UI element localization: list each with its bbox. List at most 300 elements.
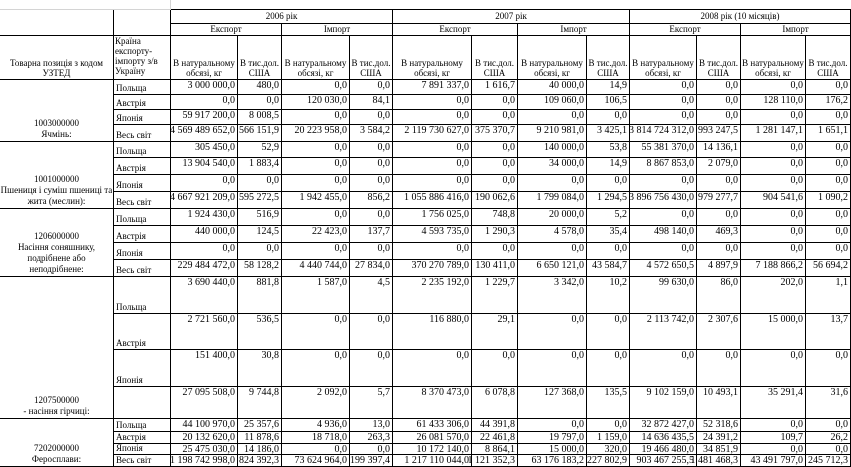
value-cell: 1 756 025,0 bbox=[393, 209, 472, 226]
value-cell: 0,0 bbox=[282, 314, 350, 350]
value-cell: 52,9 bbox=[238, 142, 282, 158]
country-cell: Весь світ bbox=[114, 125, 171, 142]
value-cell: 0,0 bbox=[630, 209, 697, 226]
value-cell: 1 883,4 bbox=[238, 158, 282, 175]
value-cell: 0,0 bbox=[806, 419, 851, 432]
value-cell: 5,2 bbox=[587, 209, 630, 226]
value-cell: 7 188 866,2 bbox=[741, 260, 806, 277]
value-cell: 5,7 bbox=[350, 387, 393, 419]
value-cell: 370 270 789,0 bbox=[393, 260, 472, 277]
value-cell: 19 466 480,0 bbox=[630, 444, 697, 455]
value-cell: 1 616,7 bbox=[472, 80, 518, 95]
value-cell: 0,0 bbox=[518, 175, 587, 192]
value-cell: 43 584,7 bbox=[587, 260, 630, 277]
value-cell: 61 433 306,0 bbox=[393, 419, 472, 432]
value-cell: 35 291,4 bbox=[741, 387, 806, 419]
value-cell: 73 624 964,0 bbox=[282, 455, 350, 467]
value-cell: 0,0 bbox=[350, 142, 393, 158]
value-cell: 0,0 bbox=[630, 80, 697, 95]
value-cell: 31,6 bbox=[806, 387, 851, 419]
value-cell: 0,0 bbox=[472, 158, 518, 175]
value-cell: 0,0 bbox=[472, 110, 518, 125]
value-cell: 0,0 bbox=[472, 350, 518, 387]
value-cell: 0,0 bbox=[393, 142, 472, 158]
value-cell: 0,0 bbox=[741, 80, 806, 95]
value-cell: 1 799 084,0 bbox=[518, 192, 587, 209]
country-cell: Австрія bbox=[114, 314, 171, 350]
value-cell: 904 541,6 bbox=[741, 192, 806, 209]
value-cell: 63 176 183,2 bbox=[518, 455, 587, 467]
value-cell: 0,0 bbox=[587, 175, 630, 192]
value-cell: 516,9 bbox=[238, 209, 282, 226]
value-cell: 13,7 bbox=[806, 314, 851, 350]
value-cell: 30,8 bbox=[238, 350, 282, 387]
value-cell: 0,0 bbox=[518, 350, 587, 387]
value-cell: 3 000 000,0 bbox=[171, 80, 238, 95]
product-code: 1003000000 bbox=[34, 118, 79, 128]
value-cell: 227 802,9 bbox=[587, 455, 630, 467]
value-cell: 4 440 744,0 bbox=[282, 260, 350, 277]
value-cell: 1 587,0 bbox=[282, 277, 350, 314]
value-cell: 124,5 bbox=[238, 226, 282, 243]
year-header: 2007 рік bbox=[393, 10, 630, 24]
country-cell: Польща bbox=[114, 209, 171, 226]
product-name: Пшениця і суміш пшениці та жита (меслин): bbox=[0, 185, 113, 206]
value-cell: 1 481 468,3 bbox=[697, 455, 741, 467]
value-cell: 263,3 bbox=[350, 432, 393, 444]
value-cell: 202,0 bbox=[741, 277, 806, 314]
value-cell: 13 904 540,0 bbox=[171, 158, 238, 175]
country-cell: Японія bbox=[114, 444, 171, 455]
flow-header: Експорт bbox=[630, 24, 741, 36]
value-cell: 0,0 bbox=[697, 95, 741, 110]
value-cell: 0,0 bbox=[806, 350, 851, 387]
value-cell: 0,0 bbox=[741, 110, 806, 125]
value-cell: 14,9 bbox=[587, 80, 630, 95]
value-cell: 27 834,0 bbox=[350, 260, 393, 277]
value-cell: 56 694,2 bbox=[806, 260, 851, 277]
value-cell: 8 008,5 bbox=[238, 110, 282, 125]
value-cell: 0,0 bbox=[806, 226, 851, 243]
country-column-header: Країна експорту-імпорту з/в Україну bbox=[114, 36, 171, 80]
product-cell bbox=[0, 277, 114, 419]
country-cell: Польща bbox=[114, 419, 171, 432]
country-cell: Польща bbox=[114, 142, 171, 158]
value-cell: 0,0 bbox=[741, 226, 806, 243]
value-cell: 0,0 bbox=[282, 142, 350, 158]
value-cell: 25 475 030,0 bbox=[171, 444, 238, 455]
value-cell: 86,0 bbox=[697, 277, 741, 314]
value-cell: 9 210 981,0 bbox=[518, 125, 587, 142]
value-cell: 0,0 bbox=[238, 175, 282, 192]
value-cell: 0,0 bbox=[350, 243, 393, 260]
value-cell: 20 223 958,0 bbox=[282, 125, 350, 142]
value-cell: 58 128,2 bbox=[238, 260, 282, 277]
value-cell: 8 867 853,0 bbox=[630, 158, 697, 175]
value-cell: 0,0 bbox=[282, 175, 350, 192]
value-cell: 566 151,9 bbox=[238, 125, 282, 142]
country-cell: Австрія bbox=[114, 432, 171, 444]
unit-header: В тис.дол. США bbox=[806, 36, 851, 80]
value-cell: 29,1 bbox=[472, 314, 518, 350]
value-cell: 3 896 756 430,0 bbox=[630, 192, 697, 209]
value-cell: 0,0 bbox=[587, 110, 630, 125]
value-cell: 0,0 bbox=[350, 110, 393, 125]
value-cell: 22 461,8 bbox=[472, 432, 518, 444]
value-cell: 0,0 bbox=[806, 158, 851, 175]
value-cell: 18 718,0 bbox=[282, 432, 350, 444]
country-cell: Австрія bbox=[114, 158, 171, 175]
value-cell: 32 872 427,0 bbox=[630, 419, 697, 432]
flow-header: Імпорт bbox=[518, 24, 630, 36]
value-cell: 305 450,0 bbox=[171, 142, 238, 158]
value-cell: 0,0 bbox=[630, 350, 697, 387]
value-cell: 0,0 bbox=[518, 243, 587, 260]
value-cell: 993 247,5 bbox=[697, 125, 741, 142]
value-cell: 881,8 bbox=[238, 277, 282, 314]
value-cell: 15 000,0 bbox=[741, 314, 806, 350]
value-cell: 0,0 bbox=[806, 175, 851, 192]
unit-header: В тис.дол. США bbox=[238, 36, 282, 80]
value-cell: 0,0 bbox=[472, 175, 518, 192]
value-cell: 1 217 110 044,0 bbox=[393, 455, 472, 467]
value-cell: 3 342,0 bbox=[518, 277, 587, 314]
product-code: 7202000000 bbox=[34, 443, 79, 453]
value-cell: 0,0 bbox=[171, 95, 238, 110]
value-cell: 536,5 bbox=[238, 314, 282, 350]
value-cell: 2 113 742,0 bbox=[630, 314, 697, 350]
value-cell: 137,7 bbox=[350, 226, 393, 243]
value-cell: 0,0 bbox=[630, 95, 697, 110]
value-cell: 116 880,0 bbox=[393, 314, 472, 350]
value-cell: 1 294,5 bbox=[587, 192, 630, 209]
value-cell: 4 572 650,5 bbox=[630, 260, 697, 277]
value-cell: 0,0 bbox=[350, 314, 393, 350]
value-cell: 498 140,0 bbox=[630, 226, 697, 243]
value-cell: 0,0 bbox=[350, 350, 393, 387]
table-top-border bbox=[171, 9, 851, 10]
value-cell: 19 797,0 bbox=[518, 432, 587, 444]
value-cell: 0,0 bbox=[806, 243, 851, 260]
value-cell: 0,0 bbox=[518, 110, 587, 125]
country-cell: Австрія bbox=[114, 226, 171, 243]
country-cell: Весь світ bbox=[114, 455, 171, 467]
value-cell: 106,5 bbox=[587, 95, 630, 110]
flow-header: Імпорт bbox=[741, 24, 851, 36]
value-cell: 2 079,0 bbox=[697, 158, 741, 175]
value-cell: 6 078,8 bbox=[472, 387, 518, 419]
value-cell: 1 121 352,3 bbox=[472, 455, 518, 467]
value-cell: 0,0 bbox=[587, 314, 630, 350]
value-cell: 0,0 bbox=[393, 243, 472, 260]
value-cell: 0,0 bbox=[806, 444, 851, 455]
value-cell: 0,0 bbox=[282, 158, 350, 175]
value-cell: 0,0 bbox=[393, 158, 472, 175]
value-cell: 9 102 159,0 bbox=[630, 387, 697, 419]
value-cell: 27 095 508,0 bbox=[171, 387, 238, 419]
product-cell bbox=[0, 80, 114, 142]
country-cell: Японія bbox=[114, 243, 171, 260]
value-cell: 1 942 455,0 bbox=[282, 192, 350, 209]
product-code: 1001000000 bbox=[34, 174, 79, 184]
country-cell: Японія bbox=[114, 110, 171, 125]
value-cell: 0,0 bbox=[282, 209, 350, 226]
value-cell: 14 636 435,5 bbox=[630, 432, 697, 444]
value-cell: 0,0 bbox=[630, 110, 697, 125]
value-cell: 8 864,1 bbox=[472, 444, 518, 455]
product-cell bbox=[0, 419, 114, 467]
value-cell: 1 229,7 bbox=[472, 277, 518, 314]
value-cell: 0,0 bbox=[350, 444, 393, 455]
value-cell: 0,0 bbox=[393, 175, 472, 192]
value-cell: 320,0 bbox=[587, 444, 630, 455]
value-cell: 151 400,0 bbox=[171, 350, 238, 387]
value-cell: 0,0 bbox=[741, 350, 806, 387]
value-cell: 0,0 bbox=[587, 350, 630, 387]
unit-header: В тис.дол. США bbox=[697, 36, 741, 80]
value-cell: 0,0 bbox=[171, 243, 238, 260]
value-cell: 176,2 bbox=[806, 95, 851, 110]
value-cell: 55 381 370,0 bbox=[630, 142, 697, 158]
value-cell: 0,0 bbox=[806, 80, 851, 95]
value-cell: 0,0 bbox=[393, 350, 472, 387]
product-name: Ячмінь: bbox=[41, 129, 72, 139]
value-cell: 135,5 bbox=[587, 387, 630, 419]
value-cell: 440 000,0 bbox=[171, 226, 238, 243]
value-cell: 52 318,6 bbox=[697, 419, 741, 432]
value-cell: 0,0 bbox=[697, 209, 741, 226]
value-cell: 0,0 bbox=[697, 110, 741, 125]
value-cell: 0,0 bbox=[741, 243, 806, 260]
value-cell: 0,0 bbox=[282, 80, 350, 95]
value-cell: 14 186,0 bbox=[238, 444, 282, 455]
value-cell: 0,0 bbox=[697, 243, 741, 260]
flow-header: Експорт bbox=[393, 24, 518, 36]
value-cell: 0,0 bbox=[238, 95, 282, 110]
value-cell: 0,0 bbox=[630, 175, 697, 192]
value-cell: 0,0 bbox=[587, 419, 630, 432]
flow-header: Експорт bbox=[171, 24, 282, 36]
value-cell: 0,0 bbox=[238, 243, 282, 260]
value-cell: 2 235 192,0 bbox=[393, 277, 472, 314]
value-cell: 0,0 bbox=[350, 80, 393, 95]
value-cell: 26 081 570,0 bbox=[393, 432, 472, 444]
value-cell: 0,0 bbox=[806, 142, 851, 158]
value-cell: 8 370 473,0 bbox=[393, 387, 472, 419]
flow-header: Імпорт bbox=[282, 24, 393, 36]
value-cell: 0,0 bbox=[741, 419, 806, 432]
country-header-spacer bbox=[114, 10, 171, 36]
country-cell bbox=[114, 387, 171, 419]
value-cell: 84,1 bbox=[350, 95, 393, 110]
value-cell: 14,9 bbox=[587, 158, 630, 175]
value-cell: 1 281 147,1 bbox=[741, 125, 806, 142]
year-header: 2008 рік (10 місяців) bbox=[630, 10, 851, 24]
value-cell: 1 055 886 416,0 bbox=[393, 192, 472, 209]
value-cell: 34 851,9 bbox=[697, 444, 741, 455]
product-cell bbox=[0, 209, 114, 277]
value-cell: 0,0 bbox=[282, 110, 350, 125]
value-cell: 1 290,3 bbox=[472, 226, 518, 243]
unit-header: В натуральному обсязі, кг bbox=[630, 36, 697, 80]
value-cell: 0,0 bbox=[741, 142, 806, 158]
value-cell: 0,0 bbox=[171, 175, 238, 192]
value-cell: 43 491 797,0 bbox=[741, 455, 806, 467]
value-cell: 0,0 bbox=[741, 444, 806, 455]
value-cell: 26,2 bbox=[806, 432, 851, 444]
value-cell: 0,0 bbox=[518, 419, 587, 432]
value-cell: 1 159,0 bbox=[587, 432, 630, 444]
country-cell: Японія bbox=[114, 175, 171, 192]
value-cell: 245 712,3 bbox=[806, 455, 851, 467]
value-cell: 13,0 bbox=[350, 419, 393, 432]
value-cell: 0,0 bbox=[806, 110, 851, 125]
value-cell: 11 878,6 bbox=[238, 432, 282, 444]
value-cell: 0,0 bbox=[393, 110, 472, 125]
value-cell: 22 423,0 bbox=[282, 226, 350, 243]
value-cell: 0,0 bbox=[472, 243, 518, 260]
value-cell: 4 578,0 bbox=[518, 226, 587, 243]
value-cell: 0,0 bbox=[630, 243, 697, 260]
value-cell: 7 891 337,0 bbox=[393, 80, 472, 95]
value-cell: 748,8 bbox=[472, 209, 518, 226]
value-cell: 0,0 bbox=[282, 243, 350, 260]
product-name: Феросплави: bbox=[31, 454, 82, 464]
product-name: - насіння гірчиці: bbox=[23, 406, 90, 416]
value-cell: 0,0 bbox=[697, 350, 741, 387]
value-cell: 10 172 140,0 bbox=[393, 444, 472, 455]
value-cell: 0,0 bbox=[806, 209, 851, 226]
value-cell: 4 593 735,0 bbox=[393, 226, 472, 243]
value-cell: 3 814 724 312,0 bbox=[630, 125, 697, 142]
value-cell: 0,0 bbox=[350, 175, 393, 192]
value-cell: 4 569 489 652,0 bbox=[171, 125, 238, 142]
value-cell: 0,0 bbox=[282, 444, 350, 455]
unit-header: В тис.дол. США bbox=[587, 36, 630, 80]
value-cell: 1 198 742 998,0 bbox=[171, 455, 238, 467]
value-cell: 44 100 970,0 bbox=[171, 419, 238, 432]
value-cell: 14 136,1 bbox=[697, 142, 741, 158]
value-cell: 0,0 bbox=[518, 314, 587, 350]
value-cell: 3 690 440,0 bbox=[171, 277, 238, 314]
value-cell: 0,0 bbox=[741, 158, 806, 175]
value-cell: 4 897,9 bbox=[697, 260, 741, 277]
value-cell: 10 493,1 bbox=[697, 387, 741, 419]
value-cell: 824 392,3 bbox=[238, 455, 282, 467]
value-cell: 1 651,1 bbox=[806, 125, 851, 142]
value-cell: 0,0 bbox=[741, 175, 806, 192]
value-cell: 59 917 200,0 bbox=[171, 110, 238, 125]
value-cell: 3 584,2 bbox=[350, 125, 393, 142]
product-code: 1206000000 bbox=[34, 231, 79, 241]
value-cell: 979 277,7 bbox=[697, 192, 741, 209]
value-cell: 15 000,0 bbox=[518, 444, 587, 455]
value-cell: 0,0 bbox=[472, 95, 518, 110]
value-cell: 0,0 bbox=[472, 142, 518, 158]
country-cell: Весь світ bbox=[114, 260, 171, 277]
value-cell: 375 370,7 bbox=[472, 125, 518, 142]
product-column-header: Товарна позиція з кодом УЗТЕД bbox=[0, 10, 114, 80]
unit-header: В натуральному обсязі, кг bbox=[282, 36, 350, 80]
value-cell: 109,7 bbox=[741, 432, 806, 444]
value-cell: 127 368,0 bbox=[518, 387, 587, 419]
value-cell: 190 062,6 bbox=[472, 192, 518, 209]
value-cell: 24 391,2 bbox=[697, 432, 741, 444]
product-code: 1207500000 bbox=[34, 395, 79, 405]
value-cell: 4 936,0 bbox=[282, 419, 350, 432]
value-cell: 2 307,6 bbox=[697, 314, 741, 350]
value-cell: 25 357,6 bbox=[238, 419, 282, 432]
value-cell: 1,1 bbox=[806, 277, 851, 314]
value-cell: 1 924 430,0 bbox=[171, 209, 238, 226]
value-cell: 0,0 bbox=[587, 243, 630, 260]
value-cell: 0,0 bbox=[393, 95, 472, 110]
value-cell: 903 467 255,5 bbox=[630, 455, 697, 467]
value-cell: 140 000,0 bbox=[518, 142, 587, 158]
value-cell: 0,0 bbox=[350, 209, 393, 226]
unit-header: В натуральному обсязі, кг bbox=[393, 36, 472, 80]
value-cell: 109 060,0 bbox=[518, 95, 587, 110]
unit-header: В тис.дол. США bbox=[472, 36, 518, 80]
value-cell: 856,2 bbox=[350, 192, 393, 209]
value-cell: 199 397,4 bbox=[350, 455, 393, 467]
value-cell: 0,0 bbox=[350, 158, 393, 175]
country-cell: Польща bbox=[114, 80, 171, 95]
value-cell: 2 721 560,0 bbox=[171, 314, 238, 350]
value-cell: 469,3 bbox=[697, 226, 741, 243]
value-cell: 4,5 bbox=[350, 277, 393, 314]
value-cell: 128 110,0 bbox=[741, 95, 806, 110]
value-cell: 1 090,2 bbox=[806, 192, 851, 209]
country-cell: Японія bbox=[114, 350, 171, 387]
value-cell: 53,8 bbox=[587, 142, 630, 158]
value-cell: 34 000,0 bbox=[518, 158, 587, 175]
value-cell: 2 092,0 bbox=[282, 387, 350, 419]
grid-cell bbox=[0, 0, 171, 10]
unit-header: В натуральному обсязі, кг bbox=[741, 36, 806, 80]
value-cell: 0,0 bbox=[697, 80, 741, 95]
unit-header: В натуральному обсязі, кг bbox=[171, 36, 238, 80]
value-cell: 10,2 bbox=[587, 277, 630, 314]
value-cell: 120 030,0 bbox=[282, 95, 350, 110]
value-cell: 3 425,1 bbox=[587, 125, 630, 142]
value-cell: 6 650 121,0 bbox=[518, 260, 587, 277]
year-header: 2006 рік bbox=[171, 10, 393, 24]
value-cell: 40 000,0 bbox=[518, 80, 587, 95]
value-cell: 4 667 921 209,0 bbox=[171, 192, 238, 209]
value-cell: 20 132 620,0 bbox=[171, 432, 238, 444]
table-left-top-border bbox=[0, 35, 171, 36]
value-cell: 0,0 bbox=[697, 175, 741, 192]
value-cell: 595 272,5 bbox=[238, 192, 282, 209]
value-cell: 480,0 bbox=[238, 80, 282, 95]
country-cell: Австрія bbox=[114, 95, 171, 110]
value-cell: 229 484 472,0 bbox=[171, 260, 238, 277]
value-cell: 44 391,8 bbox=[472, 419, 518, 432]
value-cell: 0,0 bbox=[282, 350, 350, 387]
unit-header: В натуральному обсязі, кг bbox=[518, 36, 587, 80]
country-cell: Польща bbox=[114, 277, 171, 314]
country-cell: Весь світ bbox=[114, 192, 171, 209]
value-cell: 130 411,0 bbox=[472, 260, 518, 277]
product-cell bbox=[0, 142, 114, 209]
value-cell: 35,4 bbox=[587, 226, 630, 243]
value-cell: 0,0 bbox=[741, 209, 806, 226]
value-cell: 99 630,0 bbox=[630, 277, 697, 314]
product-name: Насіння соняшнику, подрібнене або неподрібнене: bbox=[17, 242, 96, 274]
unit-header: В тис.дол. США bbox=[350, 36, 393, 80]
value-cell: 9 744,8 bbox=[238, 387, 282, 419]
